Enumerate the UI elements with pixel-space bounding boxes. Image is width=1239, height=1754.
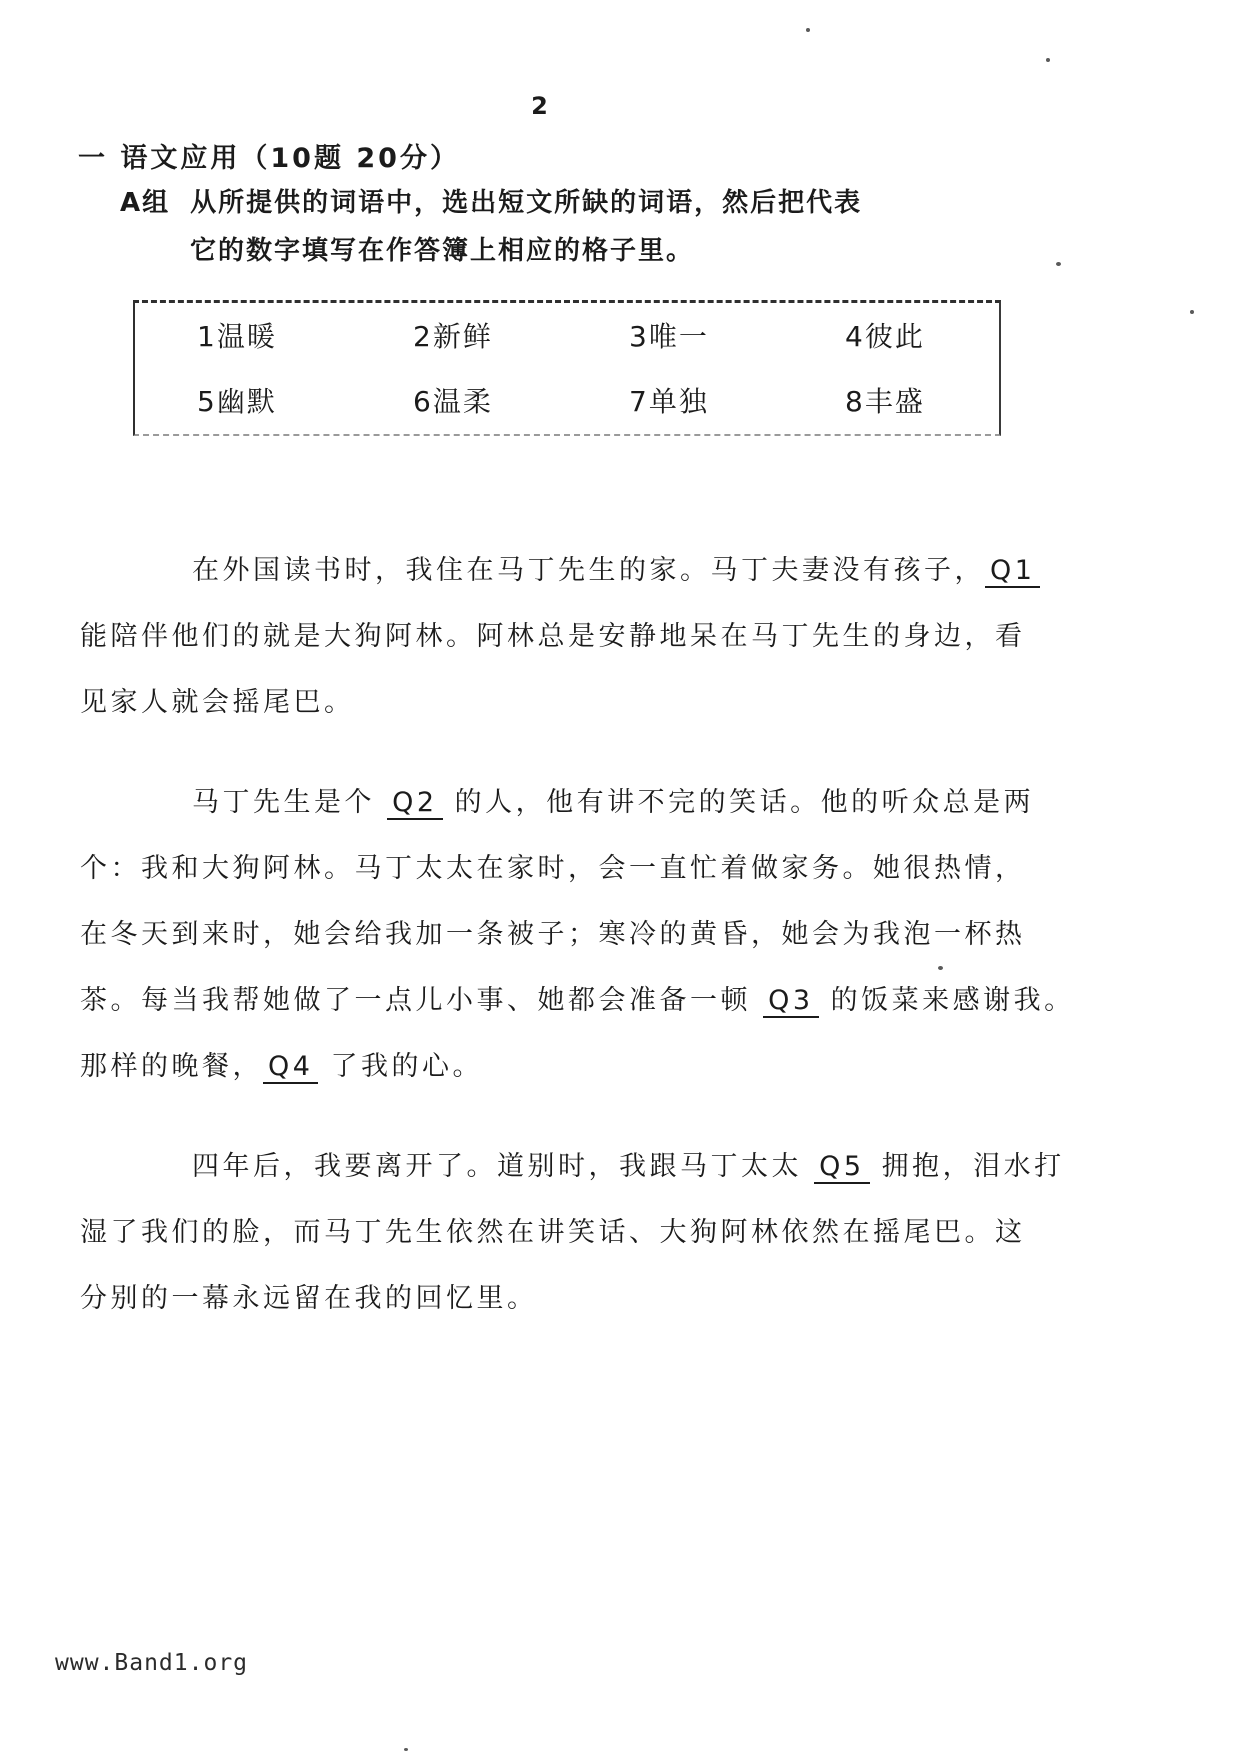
blank-q3: Q3 [763,985,818,1018]
word-bank-grid [133,300,1001,436]
scan-speck [1190,310,1194,314]
passage-line [80,902,1042,968]
passage-text: 个：我和大狗阿林。马丁太太在家时，会一直忙着做家务。她很热情， [80,853,1026,884]
page-number: 2 [531,92,549,120]
passage-text: 的人，他有讲不完的笑话。他的听众总是两 [442,787,1035,818]
group-label: A组 [120,188,171,218]
passage-line [80,836,1042,902]
passage-text: 在冬天到来时，她会给我加一条被子；寒冷的黄昏，她会为我泡一杯热 [80,919,1026,950]
instructions-text-1: 从所提供的词语中，选出短文所缺的词语，然后把代表 [190,188,863,218]
section-heading: 一 语文应用（10题 20分） [78,143,460,174]
word-bank-item: 1温暖 [197,320,277,354]
passage-text: 能陪伴他们的就是大狗阿林。阿林总是安静地呆在马丁先生的身边，看 [80,621,1026,652]
passage-paragraph [80,538,1042,736]
word-bank-item: 7单独 [629,384,709,418]
instructions-line-1 [120,182,862,219]
scan-speck [938,966,943,970]
passage-line [80,770,1042,836]
passage-text: 湿了我们的脸，而马丁先生依然在讲笑话、大狗阿林依然在摇尾巴。这 [80,1217,1026,1248]
passage-paragraph [80,770,1075,1100]
passage-text: 那样的晚餐， [80,1051,263,1082]
blank-q4: Q4 [263,1051,318,1084]
word-bank-item: 4彼此 [845,320,925,354]
word-bank-item: 3唯一 [629,320,709,354]
passage-text: 在外国读书时，我住在马丁先生的家。马丁夫妻没有孩子， [192,555,985,586]
word-bank-item: 5幽默 [197,384,277,418]
footer-url: www.Band1.org [55,1650,249,1676]
passage-text: 马丁先生是个 [192,787,388,818]
passage-line [80,670,1042,736]
passage-text: 茶。每当我帮她做了一点儿小事、她都会准备一顿 [80,985,764,1016]
scan-speck [806,28,810,32]
passage-line [80,1134,1065,1200]
instructions-text-2: 它的数字填写在作答簿上相应的格子里。 [190,236,695,266]
passage-line [80,1200,1042,1266]
passage-text: 的饭菜来感谢我。 [818,985,1075,1016]
instructions [120,182,862,267]
passage [80,538,1075,1332]
word-bank-item: 6温柔 [413,384,493,418]
passage-line [80,968,1075,1034]
passage-line [80,1034,1042,1100]
blank-q5: Q5 [814,1151,869,1184]
scan-speck [1056,262,1061,266]
blank-q1: Q1 [985,555,1040,588]
blank-q2: Q2 [387,787,442,820]
passage-text: 见家人就会摇尾巴。 [80,687,355,718]
scan-speck [1046,58,1050,62]
passage-text: 了我的心。 [318,1051,484,1082]
word-bank-item: 2新鲜 [413,320,493,354]
passage-line [80,604,1042,670]
passage-text: 拥抱，泪水打 [869,1151,1065,1182]
scan-speck [404,1748,408,1751]
word-bank-item: 8丰盛 [845,384,925,418]
passage-text: 四年后，我要离开了。道别时，我跟马丁太太 [192,1151,815,1182]
passage-line [80,538,1042,604]
passage-line [80,1266,1042,1332]
passage-text: 分别的一幕永远留在我的回忆里。 [80,1283,538,1314]
passage-paragraph [80,1134,1065,1332]
